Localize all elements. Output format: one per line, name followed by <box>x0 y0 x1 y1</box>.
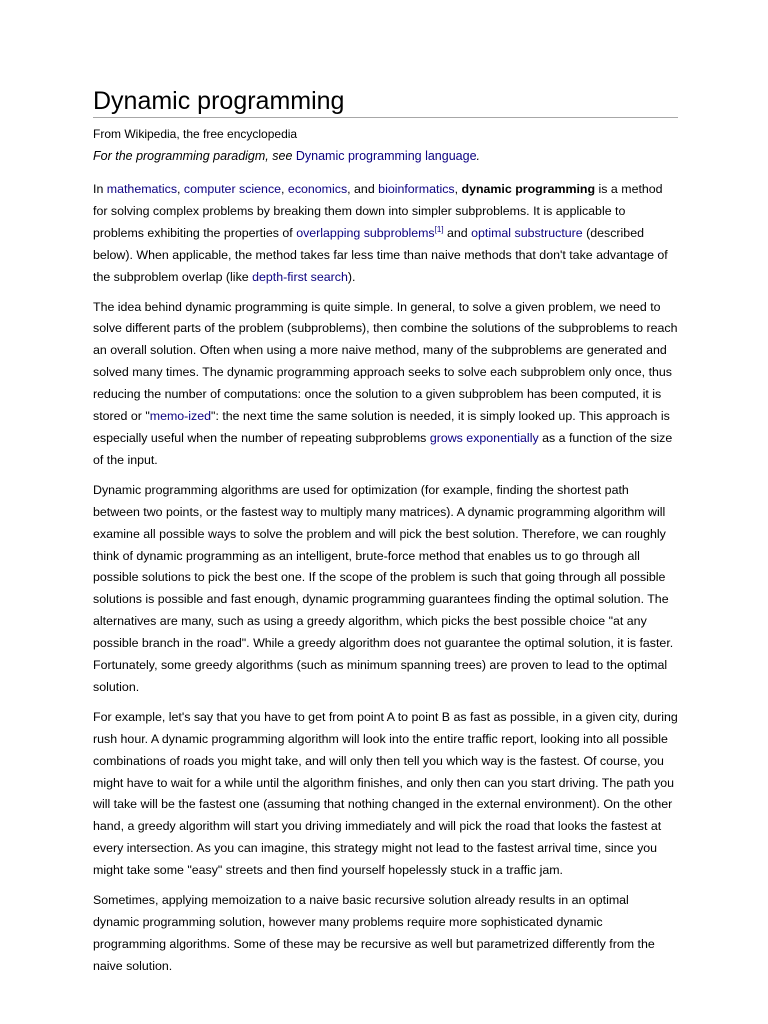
paragraph-memoization: Sometimes, applying memoization to a naive basic recursive solution already results in an optimal dynamic programming solution, however many problems require more sophisticated dynamic programming algorithms. Some of these may be recursive as well but parametrized differently from the naive solution. <box>93 893 655 973</box>
text: In <box>93 182 107 196</box>
text: ": the next time the same solution is needed, it is simply looked up. This approach is especially useful when the number of repeating subproblems <box>93 409 670 445</box>
text: (described below). When applicable, the method takes far less time than naive methods that don't take advantage of the subproblem overlap (like <box>93 225 668 284</box>
paragraph-example: For example, let's say that you have to get from point A to point B as fast as possible, in a given city, during rush hour. A dynamic programming algorithm will look into the entire traffic report, looking into all possible combinations of roads you might take, and will only then tell you which way is the fastest. Of course, you might have to wait for a while until the algorithm finishes, and only then can you start driving. The path you will take will be the fastest one (assuming that nothing changed in the external environment). On the other hand, a greedy algorithm will start you driving immediately and will pick the road that looks the fastest at every intersection. As you can imagine, this strategy might not lead to the fastest arrival time, since you might take some "easy" streets and then find yourself hopelessly stuck in a traffic jam. <box>93 709 678 878</box>
text: , <box>281 182 288 196</box>
hatnote <box>93 148 678 164</box>
text: and <box>443 225 472 240</box>
text: The idea behind dynamic programming is quite simple. In general, to solve a given problem, we need to solve different parts of the problem (subproblems), then combine the solutions of the subproblems to reach an overall solution. Often when using a more naive method, many of the subproblems are generated and solved many times. The dynamic programming approach seeks to solve each subproblem only once, thus reducing the number of computations: once the solution to a given subproblem has been computed, it is stored or " <box>93 299 678 424</box>
link-economics[interactable]: economics <box>287 182 348 196</box>
link-dynamic-programming-language[interactable]: Dynamic programming language <box>295 149 477 163</box>
text: , <box>454 182 462 196</box>
citation-1[interactable]: [1] <box>434 224 444 234</box>
link-memoization[interactable]: memo-ized <box>149 409 212 424</box>
link-exponential-growth[interactable]: grows exponentially <box>429 430 539 445</box>
link-bioinformatics[interactable]: bioinformatics <box>378 182 455 196</box>
link-computer-science[interactable]: computer science <box>183 182 282 196</box>
bold-term: dynamic programming <box>461 182 596 196</box>
site-tagline: From Wikipedia, the free encyclopedia <box>93 127 298 141</box>
hatnote-prefix: For the programming paradigm, see <box>93 149 296 163</box>
hatnote-suffix: . <box>476 149 481 163</box>
text: ). <box>347 269 356 284</box>
link-mathematics[interactable]: mathematics <box>106 182 178 196</box>
paragraph-intro <box>93 179 678 289</box>
text: , <box>177 182 184 196</box>
page-title: Dynamic programming <box>93 86 678 118</box>
paragraph-optimization: Dynamic programming algorithms are used for optimization (for example, finding the shortest path between two points, or the fastest way to multiply many matrices). A dynamic programming algorithm will examine all possible ways to solve the problem and will pick the best solution. Therefore, we can roughly think of dynamic programming as an intelligent, brute-force method that enables us to go through all possible solutions to pick the best one. If the scope of the problem is such that going through all possible solutions is possible and fast enough, dynamic programming guarantees finding the optimal solution. The alternatives are many, such as using a greedy algorithm, which picks the best possible choice "at any possible branch in the road". While a greedy algorithm does not guarantee the optimal solution, it is faster. Fortunately, some greedy algorithms (such as minimum spanning trees) are proven to lead to the optimal solution. <box>93 482 674 694</box>
link-depth-first-search[interactable]: depth-first search <box>252 269 348 284</box>
link-optimal-substructure[interactable]: optimal substructure <box>471 225 583 240</box>
text: as a function of the size of the input. <box>93 430 673 467</box>
text: , and <box>347 182 379 196</box>
text: is a method for solving complex problems by breaking them down into simpler subproblems. It is applicable to problems exhibiting the properties of <box>93 182 663 240</box>
link-overlapping-subproblems[interactable]: overlapping subproblems <box>296 225 435 240</box>
paragraph-idea <box>93 297 678 472</box>
